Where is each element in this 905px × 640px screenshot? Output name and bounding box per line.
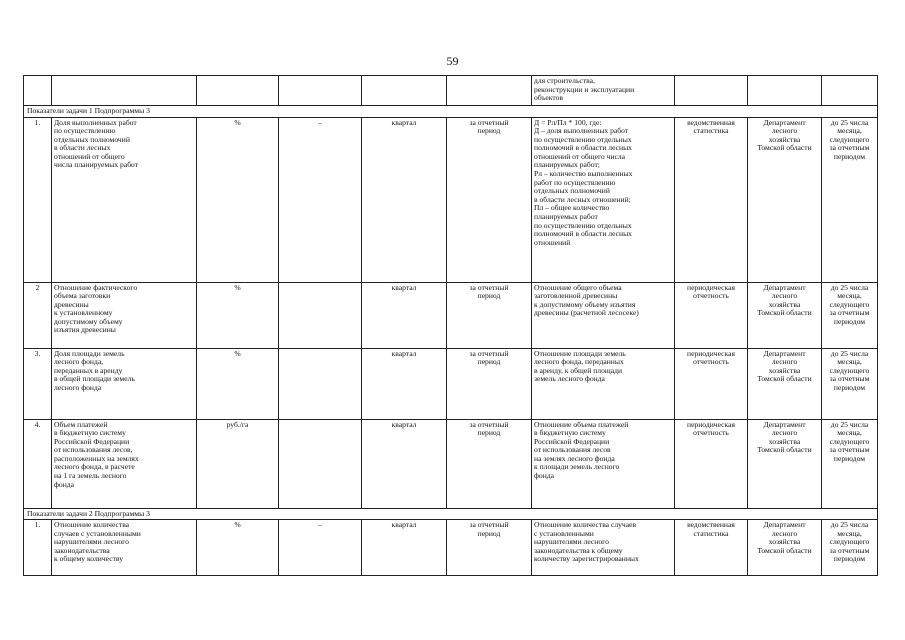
calculation-method-cell: Отношение общего объема заготовленной древесины к допустимому объему изъятия древесины (расчетной лесосеке) — [532, 282, 675, 348]
calculation-method-cell: Отношение площади земель лесного фонда, переданных в аренду, к общей площади земель лесного фонда — [532, 348, 675, 419]
table-cell — [362, 76, 447, 106]
table-cell — [748, 76, 822, 106]
table-cell — [279, 76, 362, 106]
unit-cell: % — [197, 117, 279, 282]
dash-cell: – — [279, 117, 362, 282]
period-cell: квартал — [362, 348, 447, 419]
data-source-cell: периодическая отчетность — [675, 282, 748, 348]
indicator-name: Доля площади земель лесного фонда, переданных в аренду в общей площади земель лесного фонда — [52, 348, 197, 419]
indicator-name: Доля выполненных работ по осуществлению отдельных полномочий в области лесных отношений от общего числа планируемых работ — [52, 117, 197, 282]
table-cell — [24, 76, 52, 106]
data-source-cell: ведомственная статистика — [675, 520, 748, 576]
data-source-cell: периодическая отчетность — [675, 419, 748, 508]
reporting-time-cell: за отчетный период — [447, 348, 532, 419]
table-row — [24, 419, 878, 508]
unit-cell: % — [197, 282, 279, 348]
deadline-cell: до 25 числа месяца, следующего за отчетным периодом — [822, 520, 878, 576]
row-number: 2 — [24, 282, 52, 348]
table-cell — [822, 76, 878, 106]
responsible-cell: Департамент лесного хозяйства Томской области — [748, 348, 822, 419]
indicators-table — [23, 75, 878, 576]
reporting-time-cell: за отчетный период — [447, 282, 532, 348]
data-source-cell: периодическая отчетность — [675, 348, 748, 419]
period-cell: квартал — [362, 419, 447, 508]
dash-cell — [279, 419, 362, 508]
table-row — [24, 282, 878, 348]
row-number: 1. — [24, 520, 52, 576]
calculation-method-cell: для строительства, реконструкции и эксплуатации объектов — [532, 76, 675, 106]
calculation-method-cell: Д = Рл/Пл * 100, где: Д – доля выполненных работ по осуществлению отдельных полномочий в области лесных отношений от общего числа планируемых работ; Рл – количество выполненных работ по осуществлению отдельных полномочий в области лесных отношений; Пл – общее количество планируемых работ по осуществлению отдельных полномочий в области лесных отношений — [532, 117, 675, 282]
indicator-name: Объем платежей в бюджетную систему Российской Федерации от использования лесов, расположенных на землях лесного фонда, в расчете на 1 га земель лесного фонда — [52, 419, 197, 508]
table-row — [24, 520, 878, 576]
section-header-row — [24, 106, 878, 118]
table-row — [24, 348, 878, 419]
page-number: 59 — [446, 54, 459, 68]
table-cell — [197, 76, 279, 106]
dash-cell — [279, 348, 362, 419]
calculation-method-cell: Отношение объема платежей в бюджетную систему Российской Федерации от использования лесов на землях лесного фонда к площади земель лесного фонда — [532, 419, 675, 508]
deadline-cell: до 25 числа месяца, следующего за отчетным периодом — [822, 117, 878, 282]
unit-cell: % — [197, 348, 279, 419]
section-header-row — [24, 508, 878, 520]
deadline-cell: до 25 числа месяца, следующего за отчетным периодом — [822, 282, 878, 348]
period-cell: квартал — [362, 117, 447, 282]
reporting-time-cell: за отчетный период — [447, 419, 532, 508]
deadline-cell: до 25 числа месяца, следующего за отчетным периодом — [822, 419, 878, 508]
table-cell — [447, 76, 532, 106]
table-row — [24, 117, 878, 282]
period-cell: квартал — [362, 520, 447, 576]
unit-cell: руб./га — [197, 419, 279, 508]
responsible-cell: Департамент лесного хозяйства Томской области — [748, 282, 822, 348]
dash-cell: – — [279, 520, 362, 576]
period-cell: квартал — [362, 282, 447, 348]
row-number: 3. — [24, 348, 52, 419]
responsible-cell: Департамент лесного хозяйства Томской области — [748, 117, 822, 282]
section-title: Показатели задачи 2 Подпрограммы 3 — [24, 508, 878, 520]
indicator-name: Отношение количества случаев с установленными нарушителями лесного законодательства к общему количеству — [52, 520, 197, 576]
section-title: Показатели задачи 1 Подпрограммы 3 — [24, 106, 878, 118]
data-source-cell: ведомственная статистика — [675, 117, 748, 282]
calculation-method-cell: Отношение количества случаев с установленными нарушителями лесного законодательства к общему количеству зарегистрированных — [532, 520, 675, 576]
unit-cell: % — [197, 520, 279, 576]
row-number: 1. — [24, 117, 52, 282]
table-cell — [52, 76, 197, 106]
dash-cell — [279, 282, 362, 348]
deadline-cell: до 25 числа месяца, следующего за отчетным периодом — [822, 348, 878, 419]
responsible-cell: Департамент лесного хозяйства Томской области — [748, 419, 822, 508]
row-number: 4. — [24, 419, 52, 508]
indicator-name: Отношение фактического объема заготовки древесины к установленному допустимому объему изъятия древесины — [52, 282, 197, 348]
responsible-cell: Департамент лесного хозяйства Томской области — [748, 520, 822, 576]
reporting-time-cell: за отчетный период — [447, 520, 532, 576]
reporting-time-cell: за отчетный период — [447, 117, 532, 282]
table-cell — [675, 76, 748, 106]
table-row — [24, 76, 878, 106]
